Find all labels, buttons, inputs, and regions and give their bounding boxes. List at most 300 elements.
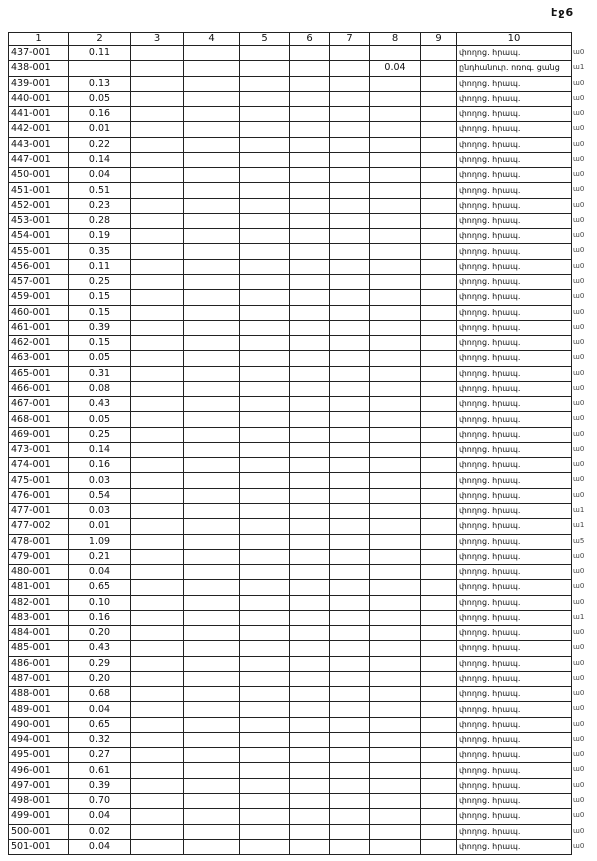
column-9-cell bbox=[421, 412, 457, 427]
column-6-cell bbox=[290, 519, 330, 534]
column-3-cell bbox=[131, 656, 184, 671]
table-row bbox=[9, 488, 572, 503]
column-6-cell bbox=[290, 229, 330, 244]
column-4-cell bbox=[184, 137, 240, 152]
column-header: 10 bbox=[457, 33, 572, 46]
column-6-cell bbox=[290, 809, 330, 824]
margin-mark: ա0 bbox=[573, 215, 585, 224]
column-8-cell bbox=[370, 671, 421, 686]
column-3-cell bbox=[131, 76, 184, 91]
table-row bbox=[9, 580, 572, 595]
land-use-cell: փողոց. հրապ. bbox=[457, 351, 572, 366]
column-8-cell bbox=[370, 839, 421, 854]
parcel-id-cell: 462-001 bbox=[9, 336, 69, 351]
parcel-id-cell: 461-001 bbox=[9, 320, 69, 335]
column-9-cell bbox=[421, 107, 457, 122]
column-6-cell bbox=[290, 503, 330, 518]
column-6-cell bbox=[290, 687, 330, 702]
land-use-cell: փողոց. հրապ. bbox=[457, 122, 572, 137]
margin-mark: ա0 bbox=[573, 124, 585, 133]
column-9-cell bbox=[421, 168, 457, 183]
margin-mark: ա0 bbox=[573, 368, 585, 377]
column-8-cell bbox=[370, 107, 421, 122]
table-row bbox=[9, 351, 572, 366]
column-3-cell bbox=[131, 290, 184, 305]
area-cell: 0.51 bbox=[69, 183, 131, 198]
column-3-cell bbox=[131, 183, 184, 198]
margin-mark: ա0 bbox=[573, 628, 585, 637]
area-cell: 0.13 bbox=[69, 76, 131, 91]
column-8-cell bbox=[370, 442, 421, 457]
area-cell: 0.02 bbox=[69, 824, 131, 839]
column-7-cell bbox=[330, 168, 370, 183]
column-9-cell bbox=[421, 839, 457, 854]
table-row bbox=[9, 519, 572, 534]
column-7-cell bbox=[330, 534, 370, 549]
column-9-cell bbox=[421, 137, 457, 152]
column-3-cell bbox=[131, 595, 184, 610]
column-5-cell bbox=[240, 152, 290, 167]
column-9-cell bbox=[421, 61, 457, 76]
column-6-cell bbox=[290, 748, 330, 763]
column-7-cell bbox=[330, 290, 370, 305]
margin-mark: ա0 bbox=[573, 444, 585, 453]
column-5-cell bbox=[240, 442, 290, 457]
column-8-cell bbox=[370, 809, 421, 824]
column-8-cell bbox=[370, 687, 421, 702]
column-8-cell bbox=[370, 488, 421, 503]
table-row bbox=[9, 671, 572, 686]
column-7-cell bbox=[330, 46, 370, 61]
parcel-id-cell: 479-001 bbox=[9, 549, 69, 564]
column-4-cell bbox=[184, 824, 240, 839]
table-row bbox=[9, 46, 572, 61]
column-6-cell bbox=[290, 274, 330, 289]
margin-mark: ա0 bbox=[573, 460, 585, 469]
parcel-id-cell: 453-001 bbox=[9, 213, 69, 228]
column-header: 1 bbox=[9, 33, 69, 46]
column-8-cell bbox=[370, 626, 421, 641]
column-8-cell bbox=[370, 366, 421, 381]
parcel-id-cell: 495-001 bbox=[9, 748, 69, 763]
column-5-cell bbox=[240, 671, 290, 686]
column-4-cell bbox=[184, 442, 240, 457]
margin-mark: ա0 bbox=[573, 689, 585, 698]
column-9-cell bbox=[421, 565, 457, 580]
area-cell: 0.20 bbox=[69, 671, 131, 686]
column-9-cell bbox=[421, 122, 457, 137]
land-use-cell: փողոց. հրապ. bbox=[457, 610, 572, 625]
land-use-cell: փողոց. հրապ. bbox=[457, 534, 572, 549]
column-9-cell bbox=[421, 274, 457, 289]
column-5-cell bbox=[240, 336, 290, 351]
column-header: 7 bbox=[330, 33, 370, 46]
column-7-cell bbox=[330, 488, 370, 503]
margin-marks bbox=[573, 32, 595, 854]
area-cell: 0.05 bbox=[69, 412, 131, 427]
column-7-cell bbox=[330, 351, 370, 366]
column-7-cell bbox=[330, 412, 370, 427]
parcel-id-cell: 473-001 bbox=[9, 442, 69, 457]
area-cell: 0.16 bbox=[69, 107, 131, 122]
parcel-id-cell: 450-001 bbox=[9, 168, 69, 183]
column-7-cell bbox=[330, 427, 370, 442]
table-row bbox=[9, 397, 572, 412]
parcel-table bbox=[8, 32, 572, 855]
column-9-cell bbox=[421, 687, 457, 702]
table-row bbox=[9, 442, 572, 457]
column-3-cell bbox=[131, 763, 184, 778]
column-3-cell bbox=[131, 534, 184, 549]
area-cell: 0.21 bbox=[69, 549, 131, 564]
column-6-cell bbox=[290, 244, 330, 259]
area-cell: 0.23 bbox=[69, 198, 131, 213]
column-6-cell bbox=[290, 580, 330, 595]
column-4-cell bbox=[184, 168, 240, 183]
column-4-cell bbox=[184, 122, 240, 137]
column-9-cell bbox=[421, 229, 457, 244]
column-8-cell bbox=[370, 794, 421, 809]
column-8-cell bbox=[370, 397, 421, 412]
column-9-cell bbox=[421, 397, 457, 412]
column-4-cell bbox=[184, 412, 240, 427]
area-cell: 0.19 bbox=[69, 229, 131, 244]
column-7-cell bbox=[330, 366, 370, 381]
column-9-cell bbox=[421, 336, 457, 351]
column-6-cell bbox=[290, 290, 330, 305]
land-use-cell: փողոց. հրապ. bbox=[457, 107, 572, 122]
column-5-cell bbox=[240, 824, 290, 839]
land-use-cell: փողոց. հրապ. bbox=[457, 824, 572, 839]
column-4-cell bbox=[184, 641, 240, 656]
column-3-cell bbox=[131, 732, 184, 747]
land-use-cell: փողոց. հրապ. bbox=[457, 442, 572, 457]
parcel-id-cell: 457-001 bbox=[9, 274, 69, 289]
parcel-id-cell: 500-001 bbox=[9, 824, 69, 839]
column-4-cell bbox=[184, 61, 240, 76]
column-7-cell bbox=[330, 213, 370, 228]
column-8-cell bbox=[370, 320, 421, 335]
area-cell: 0.29 bbox=[69, 656, 131, 671]
column-3-cell bbox=[131, 473, 184, 488]
margin-mark: ա0 bbox=[573, 383, 585, 392]
margin-mark: ա0 bbox=[573, 582, 585, 591]
column-6-cell bbox=[290, 137, 330, 152]
table-row bbox=[9, 839, 572, 854]
column-7-cell bbox=[330, 824, 370, 839]
area-cell: 0.25 bbox=[69, 427, 131, 442]
column-5-cell bbox=[240, 122, 290, 137]
table-row bbox=[9, 305, 572, 320]
area-cell: 0.68 bbox=[69, 687, 131, 702]
column-8-cell bbox=[370, 549, 421, 564]
parcel-id-cell: 494-001 bbox=[9, 732, 69, 747]
land-use-cell: փողոց. հրապ. bbox=[457, 397, 572, 412]
column-8-cell bbox=[370, 381, 421, 396]
column-6-cell bbox=[290, 458, 330, 473]
margin-mark: ա0 bbox=[573, 780, 585, 789]
column-3-cell bbox=[131, 610, 184, 625]
column-6-cell bbox=[290, 336, 330, 351]
column-7-cell bbox=[330, 809, 370, 824]
table-row bbox=[9, 274, 572, 289]
column-3-cell bbox=[131, 839, 184, 854]
table-row bbox=[9, 427, 572, 442]
column-5-cell bbox=[240, 397, 290, 412]
column-8-cell bbox=[370, 244, 421, 259]
margin-mark: ա0 bbox=[573, 490, 585, 499]
column-9-cell bbox=[421, 91, 457, 106]
column-7-cell bbox=[330, 610, 370, 625]
table-row bbox=[9, 641, 572, 656]
column-7-cell bbox=[330, 656, 370, 671]
table-row bbox=[9, 91, 572, 106]
land-use-cell: փողոց. հրապ. bbox=[457, 336, 572, 351]
area-cell: 0.16 bbox=[69, 458, 131, 473]
table-row bbox=[9, 213, 572, 228]
margin-mark: ա0 bbox=[573, 170, 585, 179]
parcel-id-cell: 438-001 bbox=[9, 61, 69, 76]
column-6-cell bbox=[290, 320, 330, 335]
area-cell: 0.31 bbox=[69, 366, 131, 381]
table-row bbox=[9, 61, 572, 76]
table-row bbox=[9, 168, 572, 183]
table-row bbox=[9, 290, 572, 305]
parcel-id-cell: 486-001 bbox=[9, 656, 69, 671]
table-row bbox=[9, 778, 572, 793]
column-9-cell bbox=[421, 351, 457, 366]
column-7-cell bbox=[330, 336, 370, 351]
column-7-cell bbox=[330, 641, 370, 656]
column-8-cell bbox=[370, 580, 421, 595]
land-use-cell: փողոց. հրապ. bbox=[457, 320, 572, 335]
table-row bbox=[9, 626, 572, 641]
column-6-cell bbox=[290, 381, 330, 396]
margin-mark: ա0 bbox=[573, 719, 585, 728]
parcel-id-cell: 443-001 bbox=[9, 137, 69, 152]
parcel-id-cell: 437-001 bbox=[9, 46, 69, 61]
margin-mark: ա0 bbox=[573, 704, 585, 713]
land-use-cell: փողոց. հրապ. bbox=[457, 305, 572, 320]
area-cell: 0.61 bbox=[69, 763, 131, 778]
parcel-id-cell: 478-001 bbox=[9, 534, 69, 549]
column-9-cell bbox=[421, 595, 457, 610]
parcel-id-cell: 440-001 bbox=[9, 91, 69, 106]
column-8-cell bbox=[370, 259, 421, 274]
margin-mark: ա0 bbox=[573, 811, 585, 820]
column-7-cell bbox=[330, 687, 370, 702]
column-4-cell bbox=[184, 778, 240, 793]
land-use-cell: փողոց. հրապ. bbox=[457, 152, 572, 167]
column-5-cell bbox=[240, 839, 290, 854]
column-4-cell bbox=[184, 473, 240, 488]
area-cell: 0.16 bbox=[69, 610, 131, 625]
column-7-cell bbox=[330, 458, 370, 473]
column-5-cell bbox=[240, 794, 290, 809]
column-4-cell bbox=[184, 610, 240, 625]
column-6-cell bbox=[290, 565, 330, 580]
column-9-cell bbox=[421, 305, 457, 320]
column-8-cell bbox=[370, 412, 421, 427]
column-5-cell bbox=[240, 137, 290, 152]
column-9-cell bbox=[421, 717, 457, 732]
table-header-row bbox=[9, 33, 572, 46]
column-3-cell bbox=[131, 626, 184, 641]
column-8-cell bbox=[370, 122, 421, 137]
area-cell: 0.15 bbox=[69, 336, 131, 351]
column-4-cell bbox=[184, 274, 240, 289]
column-5-cell bbox=[240, 76, 290, 91]
land-use-cell: փողոց. հրապ. bbox=[457, 458, 572, 473]
parcel-id-cell: 465-001 bbox=[9, 366, 69, 381]
column-4-cell bbox=[184, 488, 240, 503]
column-4-cell bbox=[184, 549, 240, 564]
parcel-id-cell: 488-001 bbox=[9, 687, 69, 702]
column-4-cell bbox=[184, 565, 240, 580]
column-4-cell bbox=[184, 763, 240, 778]
area-cell: 0.01 bbox=[69, 122, 131, 137]
land-use-cell: փողոց. հրապ. bbox=[457, 549, 572, 564]
column-5-cell bbox=[240, 717, 290, 732]
column-8-cell bbox=[370, 46, 421, 61]
column-3-cell bbox=[131, 458, 184, 473]
column-3-cell bbox=[131, 412, 184, 427]
area-cell: 0.22 bbox=[69, 137, 131, 152]
column-9-cell bbox=[421, 381, 457, 396]
margin-mark bbox=[573, 32, 595, 45]
column-5-cell bbox=[240, 458, 290, 473]
column-9-cell bbox=[421, 503, 457, 518]
parcel-id-cell: 463-001 bbox=[9, 351, 69, 366]
column-3-cell bbox=[131, 687, 184, 702]
column-6-cell bbox=[290, 794, 330, 809]
column-4-cell bbox=[184, 748, 240, 763]
column-9-cell bbox=[421, 641, 457, 656]
column-6-cell bbox=[290, 641, 330, 656]
parcel-id-cell: 459-001 bbox=[9, 290, 69, 305]
area-cell: 0.70 bbox=[69, 794, 131, 809]
column-5-cell bbox=[240, 656, 290, 671]
column-5-cell bbox=[240, 290, 290, 305]
column-6-cell bbox=[290, 412, 330, 427]
margin-mark: ա0 bbox=[573, 231, 585, 240]
column-5-cell bbox=[240, 702, 290, 717]
column-7-cell bbox=[330, 152, 370, 167]
column-3-cell bbox=[131, 442, 184, 457]
table-row bbox=[9, 381, 572, 396]
parcel-id-cell: 497-001 bbox=[9, 778, 69, 793]
column-header: 9 bbox=[421, 33, 457, 46]
column-6-cell bbox=[290, 488, 330, 503]
area-cell: 0.39 bbox=[69, 320, 131, 335]
column-9-cell bbox=[421, 76, 457, 91]
table-row bbox=[9, 122, 572, 137]
column-9-cell bbox=[421, 442, 457, 457]
column-7-cell bbox=[330, 381, 370, 396]
column-5-cell bbox=[240, 274, 290, 289]
table-row bbox=[9, 503, 572, 518]
column-6-cell bbox=[290, 183, 330, 198]
column-5-cell bbox=[240, 809, 290, 824]
column-4-cell bbox=[184, 351, 240, 366]
column-6-cell bbox=[290, 168, 330, 183]
column-8-cell bbox=[370, 91, 421, 106]
margin-mark: ա0 bbox=[573, 276, 585, 285]
column-9-cell bbox=[421, 183, 457, 198]
land-use-cell: փողոց. հրապ. bbox=[457, 565, 572, 580]
column-4-cell bbox=[184, 534, 240, 549]
area-cell: 0.14 bbox=[69, 152, 131, 167]
column-4-cell bbox=[184, 717, 240, 732]
table-row bbox=[9, 610, 572, 625]
column-4-cell bbox=[184, 366, 240, 381]
column-header: 4 bbox=[184, 33, 240, 46]
column-6-cell bbox=[290, 824, 330, 839]
area-cell: 0.54 bbox=[69, 488, 131, 503]
column-7-cell bbox=[330, 763, 370, 778]
column-4-cell bbox=[184, 290, 240, 305]
column-5-cell bbox=[240, 91, 290, 106]
column-8-cell bbox=[370, 732, 421, 747]
parcel-id-cell: 480-001 bbox=[9, 565, 69, 580]
page-number: էջ6 bbox=[551, 6, 575, 19]
column-8-cell bbox=[370, 763, 421, 778]
column-9-cell bbox=[421, 198, 457, 213]
table-row bbox=[9, 336, 572, 351]
column-8-cell bbox=[370, 168, 421, 183]
margin-mark: ա0 bbox=[573, 750, 585, 759]
column-8-cell bbox=[370, 702, 421, 717]
margin-mark: ա5 bbox=[573, 536, 585, 545]
column-6-cell bbox=[290, 671, 330, 686]
land-use-cell: փողոց. հրապ. bbox=[457, 656, 572, 671]
column-7-cell bbox=[330, 229, 370, 244]
column-5-cell bbox=[240, 534, 290, 549]
table-row bbox=[9, 809, 572, 824]
column-9-cell bbox=[421, 626, 457, 641]
column-8-cell bbox=[370, 427, 421, 442]
column-7-cell bbox=[330, 137, 370, 152]
table-row bbox=[9, 656, 572, 671]
area-cell: 0.04 bbox=[69, 809, 131, 824]
column-5-cell bbox=[240, 626, 290, 641]
column-5-cell bbox=[240, 259, 290, 274]
column-6-cell bbox=[290, 656, 330, 671]
area-cell: 0.20 bbox=[69, 626, 131, 641]
column-3-cell bbox=[131, 259, 184, 274]
column-5-cell bbox=[240, 61, 290, 76]
table-row bbox=[9, 366, 572, 381]
column-7-cell bbox=[330, 839, 370, 854]
column-5-cell bbox=[240, 610, 290, 625]
column-4-cell bbox=[184, 519, 240, 534]
margin-mark: ա0 bbox=[573, 78, 585, 87]
margin-mark: ա1 bbox=[573, 612, 585, 621]
table-row bbox=[9, 107, 572, 122]
column-6-cell bbox=[290, 107, 330, 122]
column-5-cell bbox=[240, 580, 290, 595]
column-6-cell bbox=[290, 473, 330, 488]
parcel-id-cell: 442-001 bbox=[9, 122, 69, 137]
column-7-cell bbox=[330, 732, 370, 747]
column-3-cell bbox=[131, 198, 184, 213]
column-7-cell bbox=[330, 626, 370, 641]
area-cell: 0.65 bbox=[69, 580, 131, 595]
area-cell: 0.43 bbox=[69, 397, 131, 412]
parcel-id-cell: 487-001 bbox=[9, 671, 69, 686]
margin-mark: ա0 bbox=[573, 414, 585, 423]
column-9-cell bbox=[421, 366, 457, 381]
